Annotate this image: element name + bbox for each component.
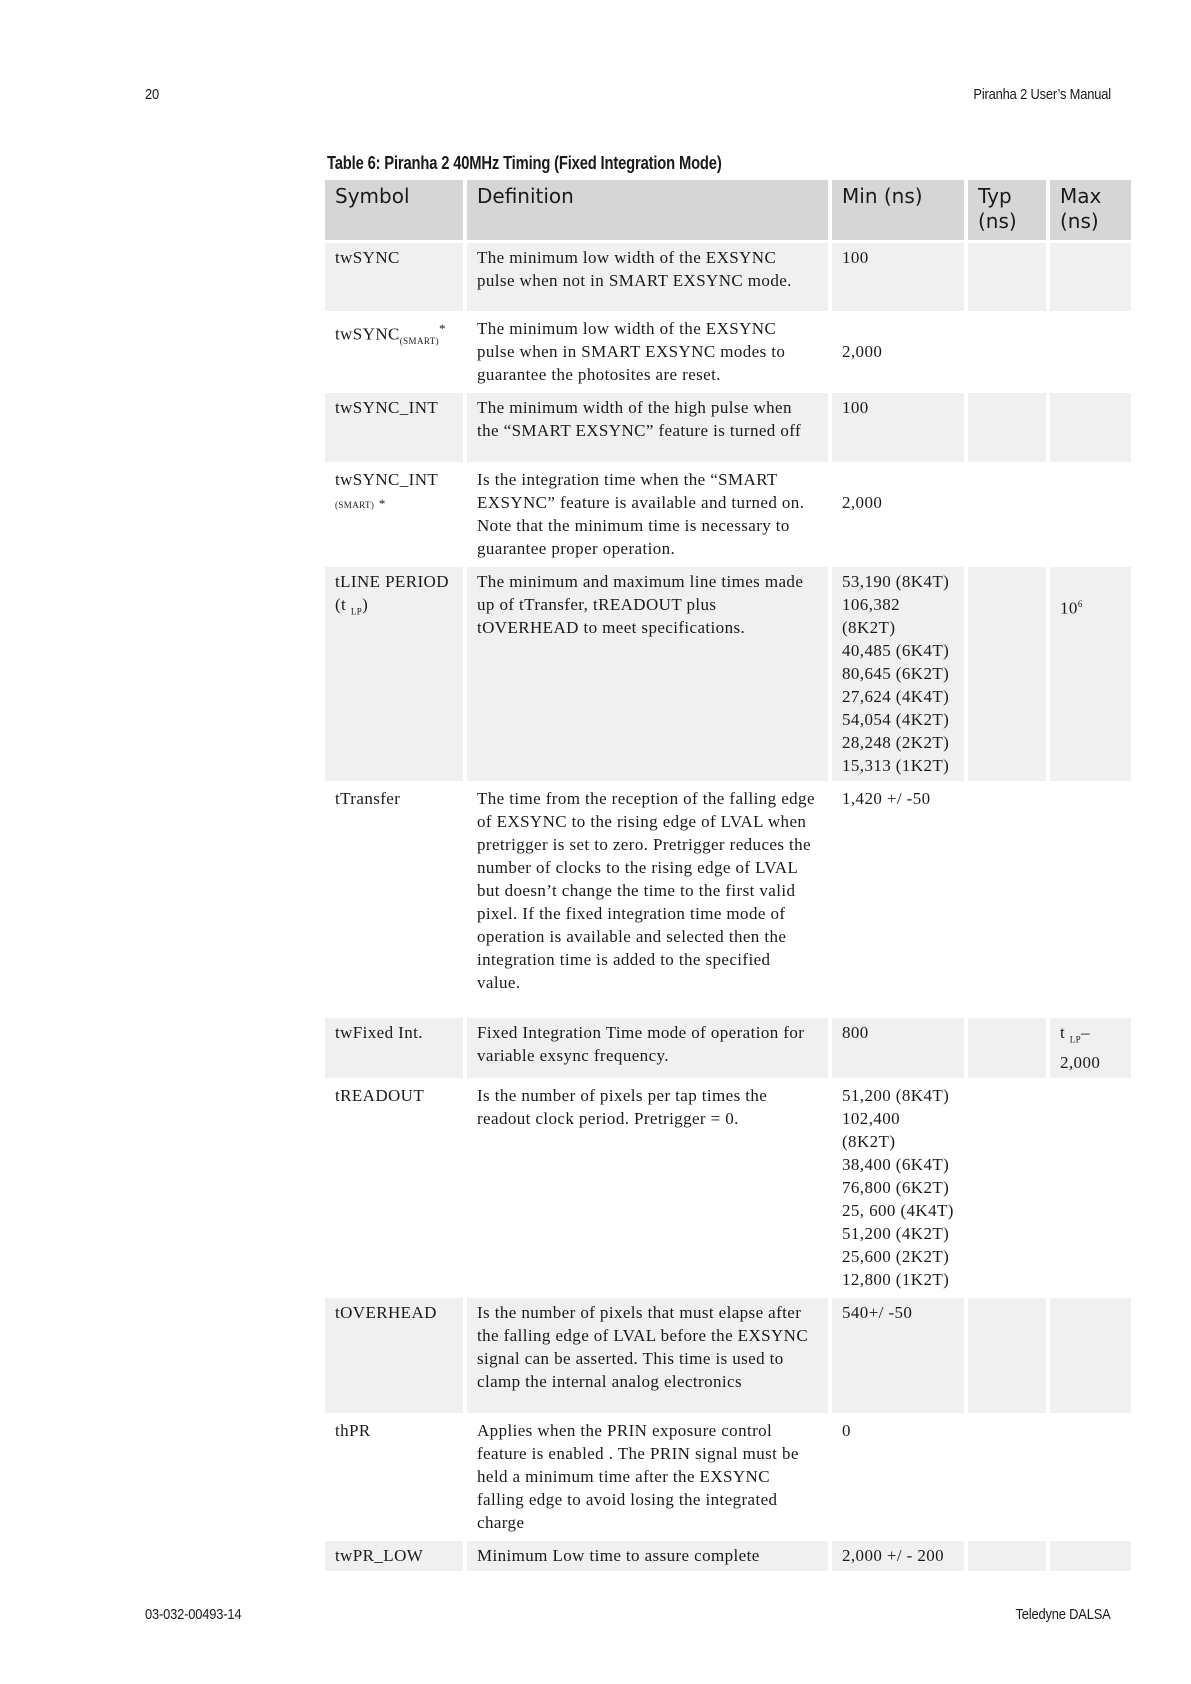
min-value: 40,485 (6K4T) — [842, 641, 950, 660]
table-row — [325, 465, 1131, 564]
cell-max: $10^6$ — [1050, 567, 1131, 781]
cell-definition: The minimum and maximum line times made up of tTransfer, tREADOUT plus tOVERHEAD to meet specifications. — [467, 567, 828, 781]
min-value: 51,200 (8K4T) — [842, 1086, 950, 1106]
cell-typ — [968, 314, 1046, 390]
table-row — [325, 243, 1131, 311]
min-value: 15,313 (1K2T) — [842, 756, 950, 775]
cell-symbol: twSYNC_INT — [325, 393, 463, 462]
cell-max — [1050, 314, 1131, 390]
min-value: 28,248 (2K2T) — [842, 733, 950, 752]
cell-typ — [968, 1018, 1046, 1078]
cell-definition: The time from the reception of the falling edge of EXSYNC to the rising edge of LVAL when pretrigger is set to zero. Pretrigger reduces the number of clocks to the rising edge of LVAL but doesn’t change the time to the first valid pixel. If the fixed integration time mode of operation is available and selected then the integration time is added to the specified value. — [477, 789, 815, 992]
cell-typ — [968, 393, 1046, 462]
header-typ — [968, 180, 1046, 240]
header-min: Min (ns) — [832, 180, 964, 240]
cell-definition: Is the integration time when the “SMART EXSYNC” feature is available and turned on. Note that the minimum time is necessary to guarantee proper operation. — [477, 470, 805, 558]
cell-symbol: tOVERHEAD — [325, 1298, 463, 1413]
company-name: Teledyne DALSA — [1015, 1606, 1111, 1623]
cell-typ — [968, 1416, 1046, 1538]
min-value: 51,200 (4K2T) — [842, 1224, 950, 1244]
cell-min: 100 — [832, 393, 964, 462]
min-value: 25,600 (2K2T) — [842, 1247, 950, 1267]
min-value: 27,624 (4K4T) — [842, 687, 950, 706]
table-row — [325, 1081, 1131, 1295]
cell-typ — [968, 465, 1046, 564]
cell-max — [1050, 1541, 1131, 1571]
doc-number: 03-032-00493-14 — [145, 1606, 242, 1623]
cell-definition: Fixed Integration Time mode of operation for variable exsync frequency. — [467, 1018, 828, 1078]
table-row — [325, 567, 1131, 781]
cell-min: 2,000 +/ - 200 — [832, 1541, 964, 1571]
table-header-row — [325, 180, 1131, 240]
cell-definition: Minimum Low time to assure complete — [467, 1541, 828, 1571]
cell-symbol: twPR_LOW — [325, 1541, 463, 1571]
cell-typ — [968, 1541, 1046, 1571]
cell-min: 100 — [832, 243, 964, 311]
min-value: 53,190 (8K4T) — [842, 572, 950, 591]
table-row — [325, 393, 1131, 462]
cell-max — [1050, 393, 1131, 462]
table-row — [325, 314, 1131, 390]
cell-min — [832, 567, 964, 781]
header-symbol: Symbol — [325, 180, 463, 240]
cell-typ — [968, 243, 1046, 311]
cell-definition: The minimum width of the high pulse when the “SMART EXSYNC” feature is turned off — [467, 393, 828, 462]
header-max-line2: (ns) — [1060, 209, 1099, 233]
min-value: 54,054 (4K2T) — [842, 710, 950, 729]
cell-symbol: tLINE PERIOD (t $_{LP}$) — [325, 567, 463, 781]
cell-max — [1050, 1081, 1131, 1295]
cell-max — [1050, 784, 1131, 1015]
cell-symbol: thPR — [335, 1421, 371, 1441]
cell-symbol: tREADOUT — [335, 1086, 425, 1106]
page-number: 20 — [145, 86, 160, 103]
cell-min: 800 — [832, 1018, 964, 1078]
min-value: 102,400 (8K2T) — [842, 1109, 901, 1152]
min-value: 38,400 (6K4T) — [842, 1155, 950, 1175]
timing-table — [321, 177, 1135, 1574]
cell-max — [1050, 1298, 1131, 1413]
cell-min: 0 — [842, 1421, 851, 1441]
cell-min: 540+/ -50 — [832, 1298, 964, 1413]
table-row — [325, 1416, 1131, 1538]
cell-max — [1050, 465, 1131, 564]
header-max-line1: Max — [1060, 184, 1102, 208]
table-caption: Table 6: Piranha 2 40MHz Timing (Fixed Integration Mode) — [327, 153, 722, 173]
cell-max: t $_{LP}$– 2,000 — [1050, 1018, 1131, 1078]
cell-min: 2,000 — [842, 342, 883, 361]
cell-definition: The minimum low width of the EXSYNC pulse when in SMART EXSYNC modes to guarantee the photosites are reset. — [477, 319, 786, 384]
cell-max — [1050, 1416, 1131, 1538]
cell-min: 2,000 — [842, 493, 883, 512]
min-value: 80,645 (6K2T) — [842, 664, 950, 683]
header-max — [1050, 180, 1131, 240]
cell-definition: The minimum low width of the EXSYNC pulse when not in SMART EXSYNC mode. — [467, 243, 828, 311]
cell-definition: Applies when the PRIN exposure control feature is enabled . The PRIN signal must be held a minimum time after the EXSYNC falling edge to avoid losing the integrated charge — [477, 1421, 799, 1533]
cell-min — [832, 1081, 964, 1295]
header-typ-line2: (ns) — [978, 209, 1017, 233]
cell-symbol: twFixed Int. — [325, 1018, 463, 1078]
manual-title: Piranha 2 User’s Manual — [973, 86, 1111, 103]
cell-typ — [968, 784, 1046, 1015]
header-typ-line1: Typ — [978, 184, 1012, 208]
min-value: 76,800 (6K2T) — [842, 1178, 950, 1198]
table-row — [325, 1298, 1131, 1413]
min-value: 106,382 (8K2T) — [842, 595, 901, 637]
table-row — [325, 1541, 1131, 1571]
cell-max — [1050, 243, 1131, 311]
cell-typ — [968, 1081, 1046, 1295]
cell-typ — [968, 567, 1046, 781]
cell-definition: Is the number of pixels per tap times the readout clock period. Pretrigger = 0. — [477, 1086, 768, 1129]
cell-definition: Is the number of pixels that must elapse after the falling edge of LVAL before the EXSYNC signal can be asserted. This time is used to clamp the internal analog electronics — [467, 1298, 828, 1413]
header-definition: Definition — [467, 180, 828, 240]
cell-typ — [968, 1298, 1046, 1413]
cell-symbol: tTransfer — [335, 789, 401, 808]
cell-symbol: twSYNC — [325, 243, 463, 311]
min-value: 25, 600 (4K4T) — [842, 1201, 954, 1221]
cell-symbol: twSYNC$_{(SMART)}$* — [335, 321, 446, 347]
min-value: 12,800 (1K2T) — [842, 1270, 950, 1290]
cell-symbol: twSYNC_INT (SMART) * — [335, 470, 439, 511]
table-row — [325, 784, 1131, 1015]
table-row — [325, 1018, 1131, 1078]
cell-min: 1,420 +/ -50 — [842, 789, 931, 808]
